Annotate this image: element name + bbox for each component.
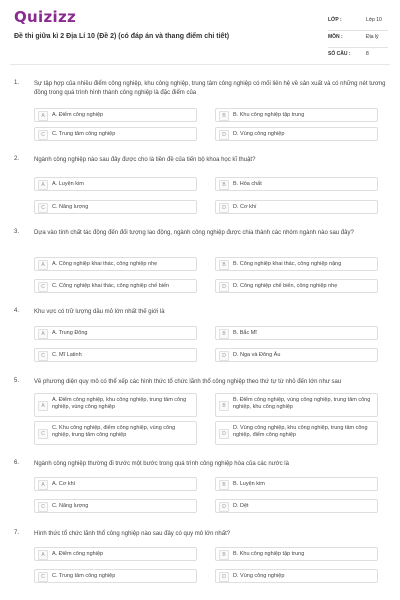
question-5 bbox=[14, 378, 386, 450]
option-letter: A bbox=[38, 480, 48, 490]
option-b[interactable] bbox=[215, 326, 378, 340]
question-7 bbox=[14, 530, 386, 590]
option-text: A. Luyện kim bbox=[52, 181, 84, 187]
option-text: C. Năng lượng bbox=[52, 503, 89, 509]
question-text: Ngành công nghiệp nào sau đây được cho là tiền đề của tiến bộ khoa học kĩ thuật? bbox=[34, 157, 256, 163]
page-title: Đề thi giữa kì 2 Địa Lí 10 (Đề 2) (có đáp án và thang điểm chi tiết) bbox=[14, 33, 230, 40]
question-number: 1. bbox=[14, 80, 20, 86]
option-letter: B bbox=[219, 480, 229, 490]
meta-panel bbox=[328, 14, 388, 65]
meta-value: Lớp 10 bbox=[366, 17, 382, 23]
option-letter: A bbox=[38, 550, 48, 560]
option-text: B. Công nghiệp khai thác, công nghiệp nặng bbox=[233, 261, 342, 267]
question-4 bbox=[14, 308, 386, 368]
question-text: Khu vực có trữ lượng dầu mỏ lớn nhất thế giới là bbox=[34, 309, 165, 315]
option-c[interactable] bbox=[34, 279, 197, 293]
meta-value: 8 bbox=[366, 51, 369, 57]
option-letter: A bbox=[38, 180, 48, 190]
option-text: C. Mĩ Latinh bbox=[52, 352, 82, 358]
option-text: C. Công nghiệp khai thác, công nghiệp chế biến bbox=[52, 283, 170, 289]
option-d[interactable] bbox=[215, 127, 378, 141]
question-2 bbox=[14, 156, 386, 216]
option-c[interactable] bbox=[34, 569, 197, 583]
option-text: D. Công nghiệp chế biến, công nghiệp nhẹ bbox=[233, 283, 338, 289]
option-letter: D bbox=[219, 429, 229, 439]
option-letter: B bbox=[219, 260, 229, 270]
option-text: D. Vùng công nghiệp bbox=[233, 131, 285, 137]
option-letter: D bbox=[219, 282, 229, 292]
option-a[interactable] bbox=[34, 477, 197, 491]
option-letter: A bbox=[38, 260, 48, 270]
option-letter: C bbox=[38, 572, 48, 582]
question-text: Sự tập hợp của nhiều điểm công nghiệp, khu công nghiệp, trung tâm công nghiệp có mối liên hệ về sản xuất và có những nét tương đồng trong quá trình hình thành công nghiệp là đặc điểm của bbox=[34, 81, 386, 96]
question-1 bbox=[14, 80, 386, 140]
option-text: B. Khu công nghiệp tập trung bbox=[233, 112, 305, 118]
option-letter: C bbox=[38, 429, 48, 439]
option-letter: B bbox=[219, 329, 229, 339]
option-text: A. Điểm công nghiệp, khu công nghiệp, trung tâm công nghiệp, vùng công nghiệp bbox=[52, 397, 187, 410]
option-letter: C bbox=[38, 282, 48, 292]
option-letter: A bbox=[38, 329, 48, 339]
option-letter: D bbox=[219, 572, 229, 582]
option-letter: D bbox=[219, 130, 229, 140]
option-text: D. Vùng công nghiệp bbox=[233, 573, 285, 579]
option-text: A. Công nghiệp khai thác, công nghiệp nhẹ bbox=[52, 261, 158, 267]
question-text: Về phương diện quy mô có thể xếp các hình thức tổ chức lãnh thổ công nghiệp theo thứ tự từ nhỏ đến lớn như sau bbox=[34, 379, 342, 385]
option-letter: C bbox=[38, 130, 48, 140]
question-3 bbox=[14, 229, 386, 299]
option-text: A. Điểm công nghiệp bbox=[52, 112, 104, 118]
worksheet-header bbox=[0, 0, 400, 64]
option-a[interactable] bbox=[34, 547, 197, 561]
question-6 bbox=[14, 460, 386, 520]
option-letter: C bbox=[38, 203, 48, 213]
option-letter: D bbox=[219, 502, 229, 512]
option-c[interactable] bbox=[34, 499, 197, 513]
option-b[interactable] bbox=[215, 257, 378, 271]
option-letter: B bbox=[219, 111, 229, 121]
question-text: Dựa vào tính chất tác động đến đối tượng lao động, ngành công nghiệp được chia thành các nhóm ngành nào sau đây? bbox=[34, 230, 354, 236]
option-letter: A bbox=[38, 401, 48, 411]
question-number: 2. bbox=[14, 156, 20, 162]
option-letter: B bbox=[219, 180, 229, 190]
question-text: Hình thức tổ chức lãnh thổ công nghiệp nào sau đây có quy mô lớn nhất? bbox=[34, 531, 231, 537]
question-number: 3. bbox=[14, 229, 20, 235]
option-letter: C bbox=[38, 502, 48, 512]
option-letter: D bbox=[219, 203, 229, 213]
option-text: B. Bắc Mĩ bbox=[233, 330, 257, 336]
option-b[interactable] bbox=[215, 477, 378, 491]
option-text: D. Vùng công nghiệp, khu công nghiệp, trung tâm công nghiệp, điểm công nghiệp bbox=[233, 425, 368, 438]
meta-label: LỚP : bbox=[328, 17, 342, 23]
meta-value: Địa lý bbox=[366, 34, 379, 40]
option-text: C. Trung tâm công nghiệp bbox=[52, 573, 116, 579]
option-a[interactable] bbox=[34, 257, 197, 271]
option-d[interactable] bbox=[215, 569, 378, 583]
option-letter: C bbox=[38, 351, 48, 361]
header-divider bbox=[10, 64, 390, 65]
option-b[interactable] bbox=[215, 393, 378, 417]
option-text: B. Hóa chất bbox=[233, 181, 262, 187]
option-text: C. Khu công nghiệp, điểm công nghiệp, vùng công nghiệp, trung tâm công nghiệp bbox=[52, 425, 176, 438]
option-text: B. Điểm công nghiệp, vùng công nghiệp, trung tâm công nghiệp, khu công nghiệp bbox=[233, 397, 371, 410]
option-text: D. Nga và Đông Âu bbox=[233, 352, 281, 358]
option-c[interactable] bbox=[34, 348, 197, 362]
option-b[interactable] bbox=[215, 108, 378, 122]
option-text: B. Luyện kim bbox=[233, 481, 265, 487]
option-letter: D bbox=[219, 351, 229, 361]
option-text: A. Điểm công nghiệp bbox=[52, 551, 104, 557]
option-letter: B bbox=[219, 401, 229, 411]
option-d[interactable] bbox=[215, 499, 378, 513]
option-d[interactable] bbox=[215, 279, 378, 293]
option-a[interactable] bbox=[34, 326, 197, 340]
option-letter: A bbox=[38, 111, 48, 121]
option-text: C. Năng lượng bbox=[52, 204, 89, 210]
option-d[interactable] bbox=[215, 348, 378, 362]
option-letter: B bbox=[219, 550, 229, 560]
option-text: C. Trung tâm công nghiệp bbox=[52, 131, 116, 137]
question-number: 6. bbox=[14, 460, 20, 466]
option-b[interactable] bbox=[215, 177, 378, 191]
question-number: 5. bbox=[14, 378, 20, 384]
option-text: D. Dệt bbox=[233, 503, 249, 509]
option-text: A. Cơ khí bbox=[52, 481, 76, 487]
question-text: Ngành công nghiệp thường đi trước một bước trong quá trình công nghiệp hóa của các nước là bbox=[34, 461, 289, 467]
option-text: D. Cơ khí bbox=[233, 204, 257, 210]
meta-row-class bbox=[328, 14, 388, 31]
option-c[interactable] bbox=[34, 421, 197, 445]
option-a[interactable] bbox=[34, 393, 197, 417]
option-text: A. Trung Đông bbox=[52, 330, 88, 336]
question-number: 4. bbox=[14, 308, 20, 314]
option-b[interactable] bbox=[215, 547, 378, 561]
option-d[interactable] bbox=[215, 200, 378, 214]
option-a[interactable] bbox=[34, 177, 197, 191]
quizizz-logo: Quizizz bbox=[14, 8, 77, 26]
option-d[interactable] bbox=[215, 421, 378, 445]
meta-row-count bbox=[328, 48, 388, 65]
option-c[interactable] bbox=[34, 200, 197, 214]
option-a[interactable] bbox=[34, 108, 197, 122]
meta-row-subject bbox=[328, 31, 388, 48]
option-c[interactable] bbox=[34, 127, 197, 141]
meta-label: SỐ CÂU : bbox=[328, 51, 351, 57]
option-text: B. Khu công nghiệp tập trung bbox=[233, 551, 305, 557]
meta-label: MÔN : bbox=[328, 34, 343, 40]
question-number: 7. bbox=[14, 530, 20, 536]
